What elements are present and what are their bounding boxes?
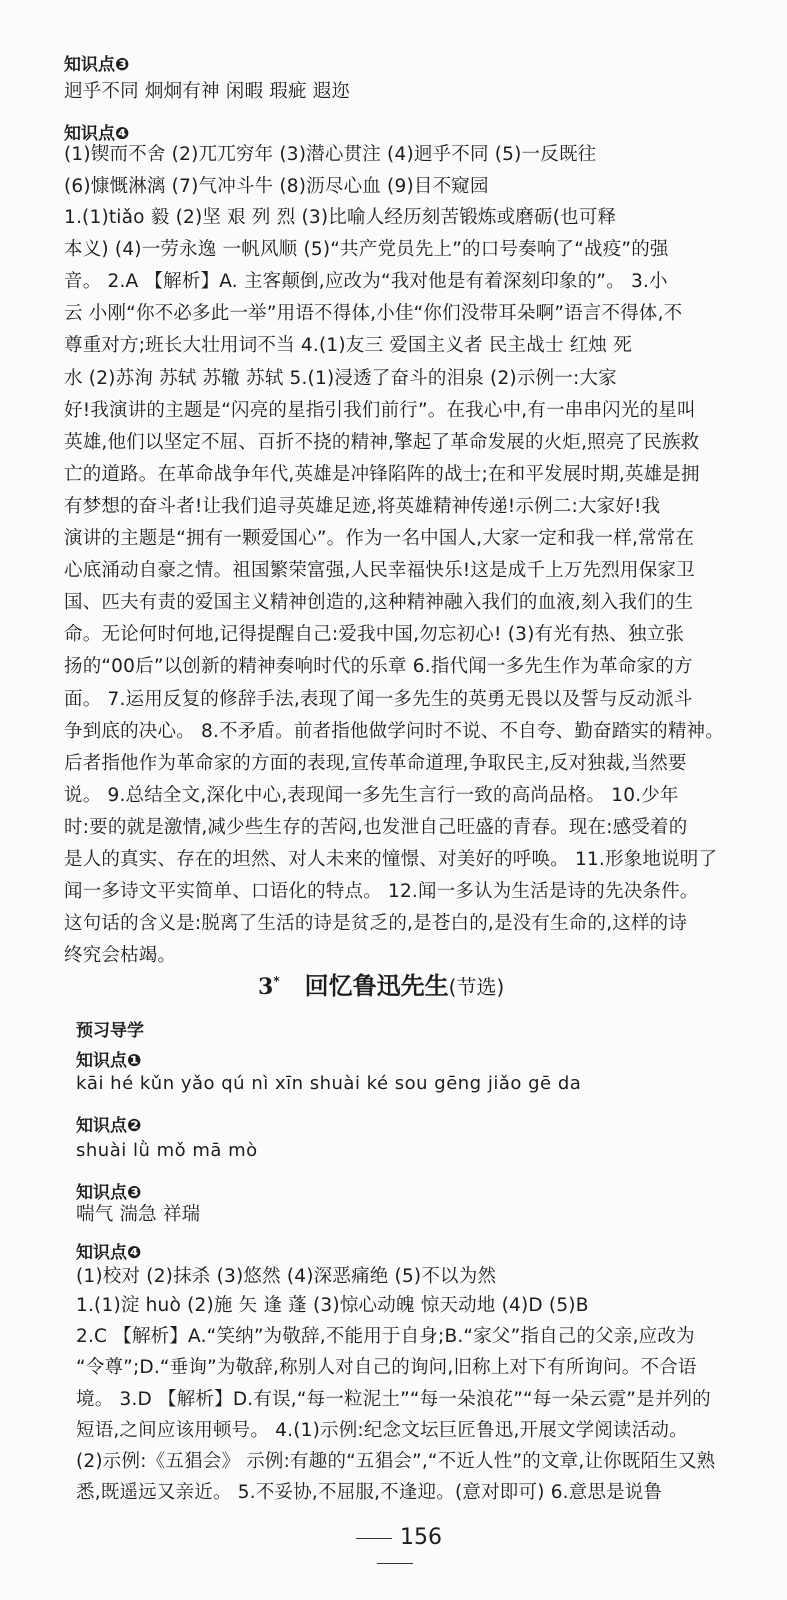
lesson-knowledge-point-4-heading: 知识点❹ — [76, 1243, 142, 1263]
answer-line: 说。 9.总结全文,深化中心,表现闻一多先生言行一致的高尚品格。 10.少年 — [64, 784, 679, 806]
answer-line: 是人的真实、存在的坦然、对人未来的憧憬、对美好的呼唤。 11.形象地说明了 — [64, 849, 718, 870]
knowledge-point-3-heading: 知识点❸ — [64, 55, 130, 75]
answer-line: 水 (2)苏洵 苏轼 苏辙 苏轼 5.(1)浸透了奋斗的泪泉 (2)示例一:大家 — [64, 367, 617, 389]
knowledge-point-3-words: 迥乎不同 炯炯有神 闲暇 瑕疵 遐迩 — [64, 81, 351, 102]
answer-line: 音。 2.A 【解析】A. 主客颠倒,应改为“我对他是有着深刻印象的”。 3.小 — [64, 271, 668, 293]
answer-line: 争到底的决心。 8.不矛盾。前者指他做学问时不说、不自夸、勤奋踏实的精神。 — [64, 720, 724, 742]
lesson-knowledge-point-2-pinyin: shuài lǜ mǒ mā mò — [76, 1140, 258, 1161]
lesson-knowledge-point-4-line: (1)校对 (2)抹杀 (3)悠然 (4)深恶痛绝 (5)不以为然 — [76, 1266, 497, 1287]
answer-line: 有梦想的奋斗者!让我们追寻英雄足迹,将英雄精神传递!示例二:大家好!我 — [64, 495, 661, 517]
answer-line: 后者指他作为革命家的方面的表现,宣传革命道理,争取民主,反对独裁,当然要 — [64, 752, 687, 774]
lesson-title — [258, 966, 504, 1001]
answer-line: 演讲的主题是“拥有一颗爱国心”。作为一名中国人,大家一定和我一样,常常在 — [64, 528, 695, 549]
answer-line: 好!我演讲的主题是“闪亮的星指引我们前行”。在我心中,有一串串闪光的星叫 — [64, 399, 696, 421]
answer-line: 境。 3.D 【解析】D.有误,“每一粒泥土”“每一朵浪花”“每一朵云霓”是并列的 — [76, 1388, 711, 1410]
answer-line: 尊重对方;班长大壮用词不当 4.(1)友三 爱国主义者 民主战士 红烛 死 — [64, 335, 632, 357]
answer-line: “令尊”;D.“垂询”为敬辞,称别人对自己的询问,旧称上对下有所询问。不合语 — [76, 1357, 697, 1379]
lesson-knowledge-point-3-heading: 知识点❸ — [76, 1183, 142, 1203]
answer-line: 1.(1)tiǎo 毅 (2)坚 艰 列 烈 (3)比喻人经历刻苦锻炼或磨砺(也可释 — [64, 207, 617, 228]
answer-line: (2)示例:《五猖会》 示例:有趣的“五猖会”,“不近人性”的文章,让你既陌生又熟 — [76, 1451, 716, 1472]
answer-line: 面。 7.运用反复的修辞手法,表现了闻一多先生的英勇无畏以及誓与反动派斗 — [64, 688, 693, 710]
answer-line: 本义) (4)一劳永逸 一帆风顺 (5)“共产党员先上”的口号奏响了“战疫”的强 — [64, 239, 669, 261]
page-number-text: 156 — [400, 1525, 442, 1550]
page-number-dash-right — [377, 1563, 413, 1564]
lesson-star: * — [273, 974, 280, 988]
answer-line: 英雄,他们以坚定不屈、百折不挠的精神,擎起了革命发展的火炬,照亮了民族救 — [64, 431, 700, 453]
preview-heading: 预习导学 — [76, 1021, 144, 1041]
lesson-subtitle: (节选) — [448, 975, 505, 999]
answer-line: 悉,既遥远又亲近。 5.不妥协,不屈服,不逢迎。(意对即可) 6.意思是说鲁 — [76, 1482, 663, 1504]
page-number — [330, 1525, 460, 1575]
answer-line: 扬的“00后”以创新的精神奏响时代的乐章 6.指代闻一多先生作为革命家的方 — [64, 656, 693, 678]
lesson-knowledge-point-1-heading: 知识点❶ — [76, 1051, 142, 1071]
answer-line: 这句话的含义是:脱离了生活的诗是贫乏的,是苍白的,是没有生命的,这样的诗 — [64, 913, 688, 935]
lesson-knowledge-point-1-pinyin: kāi hé kǔn yǎo qú nì xīn shuài ké sou gēng jiǎo gē da — [76, 1073, 582, 1094]
answer-line: 心底涌动自豪之情。祖国繁荣富强,人民幸福快乐!这是成千上万先烈用保家卫 — [64, 560, 695, 582]
answer-line: 2.C 【解析】A.“笑纳”为敬辞,不能用于自身;B.“家父”指自己的父亲,应改为 — [76, 1326, 695, 1348]
lesson-knowledge-point-2-heading: 知识点❷ — [76, 1116, 142, 1136]
answer-line: 闻一多诗文平实简单、口语化的特点。 12.闻一多认为生活是诗的先决条件。 — [64, 881, 699, 903]
answer-line: 时:要的就是激情,减少些生存的苦闷,也发泄自己旺盛的青春。现在:感受着的 — [64, 816, 688, 838]
lesson-number: 3 — [258, 974, 274, 1000]
answer-line: 短语,之间应该用顿号。 4.(1)示例:纪念文坛巨匠鲁迅,开展文学阅读活动。 — [76, 1419, 688, 1441]
answer-line: 1.(1)淀 huò (2)施 矢 逢 蓬 (3)惊心动魄 惊天动地 (4)D (5)B — [76, 1295, 589, 1316]
knowledge-point-4-heading: 知识点❹ — [64, 124, 130, 144]
answer-line: 云 小刚“你不必多此一举”用语不得体,小佳“你们没带耳朵啊”语言不得体,不 — [64, 303, 683, 325]
page-number-dash-left — [356, 1538, 392, 1539]
answer-line: 亡的道路。在革命战争年代,英雄是冲锋陷阵的战士;在和平发展时期,英雄是拥 — [64, 463, 700, 485]
answer-line: 国、匹夫有责的爱国主义精神创造的,这种精神融入我们的血液,刻入我们的生 — [64, 592, 694, 614]
lesson-title-text: 回忆鲁迅先生 — [304, 972, 449, 1000]
knowledge-point-4-line-2: (6)慷慨淋漓 (7)气冲斗牛 (8)沥尽心血 (9)目不窥园 — [64, 176, 489, 197]
answer-line: 终究会枯竭。 — [64, 945, 177, 967]
lesson-knowledge-point-3-words: 喘气 湍急 祥瑞 — [76, 1204, 201, 1225]
answer-line: 命。无论何时何地,记得提醒自己:爱我中国,勿忘初心! (3)有光有热、独立张 — [64, 624, 685, 646]
knowledge-point-4-line-1: (1)锲而不舍 (2)兀兀穷年 (3)潜心贯注 (4)迥乎不同 (5)一反既往 — [64, 144, 597, 165]
